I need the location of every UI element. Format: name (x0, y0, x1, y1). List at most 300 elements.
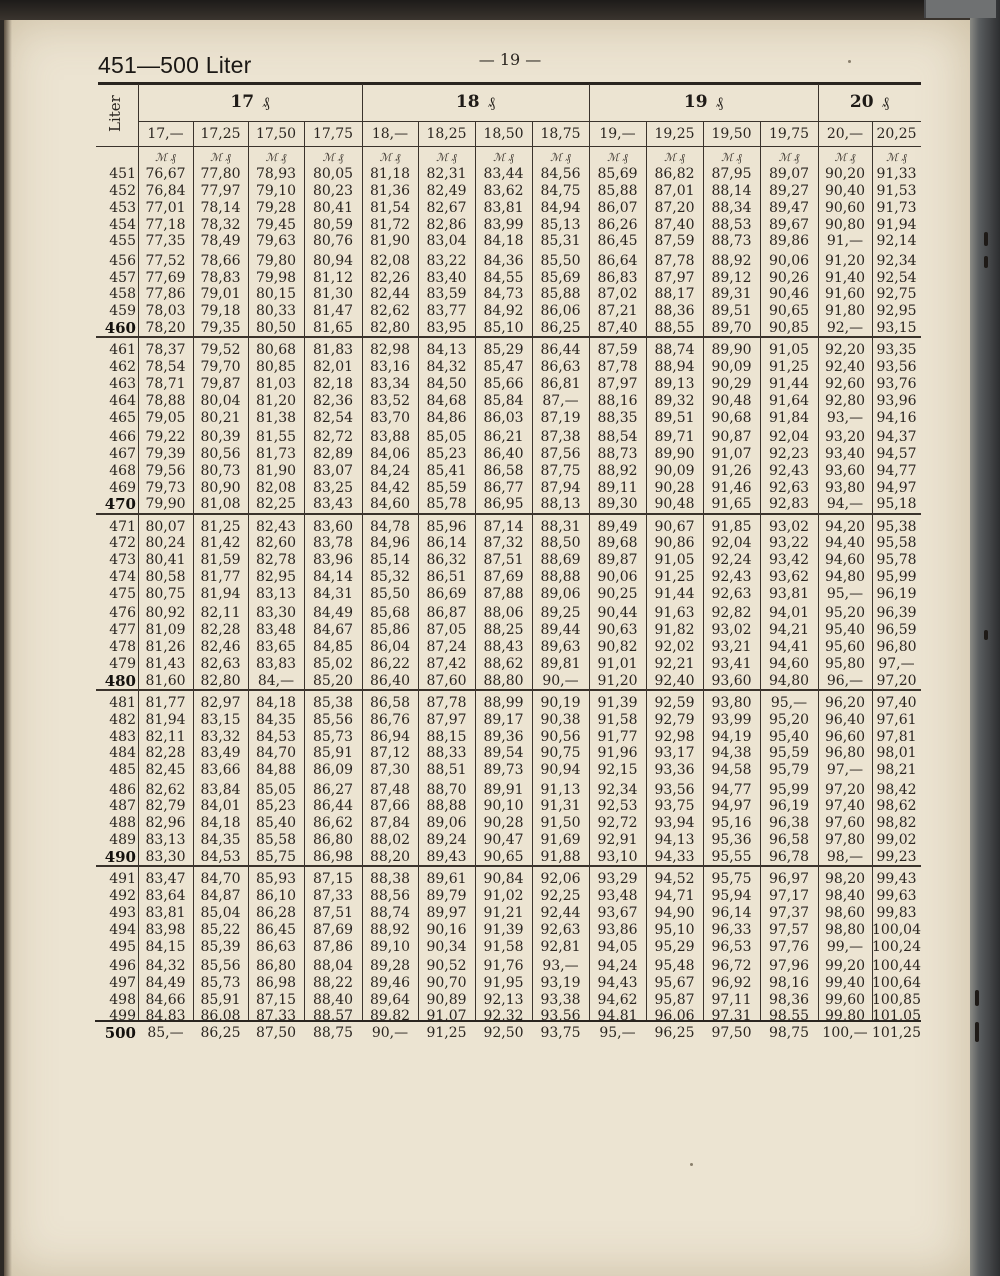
group-header (362, 92, 589, 112)
price-cell: 88,92 (369, 921, 411, 938)
price-cell: 87,59 (654, 233, 695, 250)
price-cell: 86,44 (540, 342, 581, 359)
price-cell: 83,32 (200, 728, 241, 745)
price-cell: 98,21 (876, 762, 917, 779)
price-cell: 87,32 (483, 535, 524, 552)
price-cell: 91,73 (876, 199, 917, 216)
price-cell: 88,94 (654, 359, 695, 376)
price-cell: 80,41 (312, 199, 354, 216)
price-cell: 91,46 (711, 479, 752, 496)
price-cell: 82,96 (145, 815, 186, 832)
liter-cell: 493 (109, 904, 136, 921)
price-cell: 78,88 (145, 392, 186, 409)
price-cell: 91,95 (483, 974, 524, 991)
price-cell: 76,67 (145, 166, 186, 182)
price-cell: 97,— (878, 655, 915, 672)
liter-cell: 460 (104, 319, 136, 338)
price-cell: 87,97 (597, 376, 638, 392)
price-cell: 85,22 (200, 921, 241, 938)
price-cell: 80,07 (145, 518, 186, 535)
price-cell: 94,60 (824, 552, 866, 569)
price-cell: 86,27 (312, 781, 354, 798)
price-cell: 84,49 (312, 605, 354, 622)
price-cell: 79,52 (200, 342, 241, 359)
price-cell: 88,56 (369, 888, 411, 905)
paper-speck (848, 60, 851, 63)
liter-cell: 476 (109, 605, 136, 622)
price-cell: 81,36 (369, 182, 411, 199)
block-divider (96, 513, 921, 515)
liter-cell: 488 (109, 815, 136, 832)
price-cell: 86,14 (426, 535, 467, 552)
price-cell: 92,80 (824, 392, 866, 409)
price-cell: 82,25 (255, 496, 297, 513)
price-cell: 79,90 (145, 496, 186, 513)
price-cell: 84,53 (255, 728, 297, 745)
price-cell: 90,65 (483, 848, 524, 865)
price-cell: 89,61 (426, 871, 467, 888)
price-cell: 95,78 (876, 552, 917, 569)
price-cell: 85,31 (540, 233, 581, 250)
column-divider (304, 122, 305, 1020)
price-cell: 93,60 (711, 672, 752, 689)
price-cell: 94,21 (768, 622, 810, 639)
price-cell: 81,25 (200, 518, 241, 535)
price-cell: 89,36 (483, 728, 524, 745)
liter-cell: 473 (109, 552, 136, 569)
price-cell: 99,63 (876, 888, 917, 905)
price-cell: 95,10 (654, 921, 695, 938)
price-cell: 93,19 (540, 974, 581, 991)
liter-cell: 496 (109, 957, 136, 974)
price-cell: 97,76 (768, 938, 810, 955)
price-cell: 96,97 (768, 871, 810, 888)
price-cell: 80,85 (255, 359, 297, 376)
liter-cell: 475 (109, 586, 136, 602)
price-cell: 81,12 (312, 269, 354, 286)
price-cell: 80,94 (312, 252, 354, 269)
price-cell: 96,19 (876, 586, 917, 602)
price-cell: 80,75 (145, 586, 186, 602)
price-cell: 99,40 (824, 974, 866, 991)
price-cell: 88,57 (312, 1008, 354, 1025)
price-cell: 98,36 (768, 991, 810, 1008)
price-cell: 87,66 (369, 798, 411, 815)
price-cell: 84,18 (255, 694, 297, 711)
price-cell: 81,59 (200, 552, 241, 569)
price-cell: 93,21 (711, 638, 752, 655)
liter-cell: 469 (109, 479, 136, 496)
price-cell: 88,43 (483, 638, 524, 655)
price-cell: 94,97 (876, 479, 917, 496)
liter-cell: 497 (109, 974, 136, 991)
price-cell: 89,87 (597, 552, 638, 569)
price-cell: 89,25 (540, 605, 581, 622)
price-cell: 89,64 (369, 991, 411, 1008)
price-cell: 94,20 (824, 518, 866, 535)
liter-cell: 451 (109, 166, 136, 182)
price-cell: 95,67 (654, 974, 695, 991)
price-cell: 81,47 (312, 303, 354, 320)
price-cell: 89,30 (597, 496, 638, 513)
price-cell: 92,43 (711, 569, 752, 586)
price-cell: 97,11 (711, 991, 752, 1008)
price-cell: 94,24 (597, 957, 638, 974)
price-cell: 83,78 (312, 535, 354, 552)
price-cell: 80,33 (255, 303, 297, 320)
price-cell: 92,98 (654, 728, 695, 745)
price-cell: 100,24 (872, 938, 921, 955)
price-cell: 92,63 (768, 479, 810, 496)
price-cell: 77,01 (145, 199, 186, 216)
price-cell: 93,41 (711, 655, 752, 672)
block-divider (96, 336, 921, 338)
price-cell: 96,59 (876, 622, 917, 639)
price-cell: 86,64 (597, 252, 638, 269)
price-cell: 92,81 (540, 938, 581, 955)
price-cell: 93,40 (824, 445, 866, 462)
price-cell: 90,46 (768, 286, 810, 303)
price-cell: 92,24 (711, 552, 752, 569)
price-cell: 94,01 (768, 605, 810, 622)
price-cell: 86,58 (369, 694, 411, 711)
price-cell: 91,94 (876, 216, 917, 233)
liter-cell: 479 (109, 655, 136, 672)
price-cell: 84,32 (145, 957, 186, 974)
price-cell: 83,44 (483, 166, 524, 182)
price-cell: 95,36 (711, 832, 752, 849)
price-cell: 87,97 (654, 269, 695, 286)
price-cell: 97,40 (824, 798, 866, 815)
price-cell: 92,40 (654, 672, 695, 689)
price-cell: 91,05 (768, 342, 810, 359)
price-cell: 98,60 (824, 904, 866, 921)
price-cell: 95,16 (711, 815, 752, 832)
price-cell: 94,97 (711, 798, 752, 815)
price-cell: 82,08 (369, 252, 411, 269)
price-cell: 83,52 (369, 392, 411, 409)
price-cell: 89,49 (597, 518, 638, 535)
price-cell: 86,45 (255, 921, 297, 938)
price-cell: 87,33 (312, 888, 354, 905)
price-cell: 94,41 (768, 638, 810, 655)
price-cell: 92,34 (597, 781, 638, 798)
price-cell: 83,34 (369, 376, 411, 392)
price-cell: 93,96 (876, 392, 917, 409)
price-cell: 89,13 (654, 376, 695, 392)
price-cell: 89,51 (711, 303, 752, 320)
price-cell: 85,93 (255, 871, 297, 888)
price-cell: 83,04 (426, 233, 467, 250)
price-cell: 84,35 (255, 711, 297, 728)
price-cell: 83,60 (312, 518, 354, 535)
unit-label: ℳ ₰ (834, 151, 856, 164)
price-cell: 87,69 (312, 921, 354, 938)
price-cell: 93,17 (654, 745, 695, 762)
liter-cell: 471 (109, 518, 136, 535)
price-cell: 83,48 (255, 622, 297, 639)
price-cell: 82,80 (369, 320, 411, 337)
column-header: 17,— (147, 126, 184, 142)
price-cell: 87,21 (597, 303, 638, 320)
price-cell: 79,05 (145, 409, 186, 426)
unit-label: ℳ ₰ (210, 151, 231, 164)
price-cell: 85,84 (483, 392, 524, 409)
column-header: 19,— (599, 126, 636, 142)
price-cell: 88,36 (654, 303, 695, 320)
price-cell: 99,— (826, 938, 864, 955)
price-cell: 83,65 (255, 638, 297, 655)
price-cell: 86,06 (540, 303, 581, 320)
price-cell: 90,67 (654, 518, 695, 535)
price-cell: 84,75 (540, 182, 581, 199)
liter-cell: 454 (109, 216, 136, 233)
group-header (818, 92, 921, 112)
price-cell: 94,43 (597, 974, 638, 991)
price-cell: 88,74 (369, 904, 411, 921)
liter-cell: 452 (109, 182, 136, 199)
header-rule (98, 82, 921, 85)
price-cell: 86,62 (312, 815, 354, 832)
price-cell: 87,40 (654, 216, 695, 233)
price-cell: 82,89 (312, 445, 354, 462)
price-cell: 84,96 (369, 535, 411, 552)
column-header: 17,75 (312, 126, 354, 142)
price-cell: 97,37 (768, 904, 810, 921)
price-cell: 79,87 (200, 376, 241, 392)
price-cell: 83,16 (369, 359, 411, 376)
price-cell: 98,40 (824, 888, 866, 905)
price-cell: 93,10 (597, 848, 638, 865)
price-cell: 81,94 (145, 711, 186, 728)
price-cell: 98,— (826, 848, 864, 865)
price-cell: 87,51 (312, 904, 354, 921)
price-cell: 85,75 (255, 848, 297, 865)
price-cell: 80,59 (312, 216, 354, 233)
price-cell: 88,31 (540, 518, 581, 535)
column-divider (646, 122, 647, 1020)
price-cell: 100,64 (872, 974, 921, 991)
price-cell: 81,60 (145, 672, 186, 689)
column-divider (872, 122, 873, 1020)
liter-cell: 489 (109, 832, 136, 849)
price-cell: 82,11 (145, 728, 186, 745)
price-cell: 83,84 (200, 781, 241, 798)
price-cell: 98,62 (876, 798, 917, 815)
price-cell: 92,20 (824, 342, 866, 359)
price-cell: 86,10 (255, 888, 297, 905)
price-cell: 86,80 (255, 957, 297, 974)
column-divider (138, 84, 139, 1020)
group-header-mark: 17 (230, 92, 255, 112)
price-cell: 81,90 (369, 233, 411, 250)
price-cell: 79,10 (255, 182, 297, 199)
price-cell: 88,55 (654, 320, 695, 337)
price-cell: 86,80 (312, 832, 354, 849)
price-cell: 91,20 (597, 672, 638, 689)
price-cell: 77,80 (200, 166, 241, 182)
price-cell: 81,42 (200, 535, 241, 552)
price-cell: 94,77 (711, 781, 752, 798)
price-cell: 88,04 (312, 957, 354, 974)
price-cell: 86,22 (369, 655, 411, 672)
price-cell: 92,— (826, 320, 864, 337)
price-cell: 88,62 (483, 655, 524, 672)
price-cell: 87,56 (540, 445, 581, 462)
price-cell: 98,42 (876, 781, 917, 798)
price-cell: 96,40 (824, 711, 866, 728)
price-cell: 94,33 (654, 848, 695, 865)
price-cell: 98,20 (824, 871, 866, 888)
price-cell: 83,07 (312, 462, 354, 479)
price-cell: 89,54 (483, 745, 524, 762)
price-cell: 90,— (371, 1025, 409, 1042)
price-cell: 82,11 (200, 605, 241, 622)
price-cell: 89,81 (540, 655, 581, 672)
price-cell: 92,15 (597, 762, 638, 779)
price-cell: 80,04 (200, 392, 241, 409)
price-cell: 87,38 (540, 428, 581, 445)
price-cell: 92,02 (654, 638, 695, 655)
price-cell: 90,28 (654, 479, 695, 496)
price-cell: 94,60 (768, 655, 810, 672)
price-cell: 81,26 (145, 638, 186, 655)
price-cell: 87,60 (426, 672, 467, 689)
price-cell: 91,39 (483, 921, 524, 938)
price-cell: 92,21 (654, 655, 695, 672)
price-cell: 90,09 (711, 359, 752, 376)
price-cell: 87,78 (654, 252, 695, 269)
liter-cell: 481 (109, 694, 136, 711)
price-cell: 92,91 (597, 832, 638, 849)
price-cell: 89,32 (654, 392, 695, 409)
price-cell: 88,53 (711, 216, 752, 233)
price-cell: 89,71 (654, 428, 695, 445)
price-cell: 83,22 (426, 252, 467, 269)
price-cell: 88,02 (369, 832, 411, 849)
price-cell: 87,94 (540, 479, 581, 496)
price-cell: 82,62 (369, 303, 411, 320)
price-cell: 92,25 (540, 888, 581, 905)
unit-label: ℳ ₰ (721, 151, 742, 164)
price-cell: 86,82 (654, 166, 695, 182)
page-title: 451—500 Liter (98, 52, 252, 78)
price-cell: 82,45 (145, 762, 186, 779)
price-cell: 92,59 (654, 694, 695, 711)
price-cell: 90,65 (768, 303, 810, 320)
price-cell: 93,80 (824, 479, 866, 496)
price-cell: 100,04 (872, 921, 921, 938)
price-cell: 92,75 (876, 286, 917, 303)
price-cell: 79,63 (255, 233, 297, 250)
price-cell: 77,18 (145, 216, 186, 233)
price-cell: 90,68 (711, 409, 752, 426)
price-cell: 91,64 (768, 392, 810, 409)
price-cell: 86,51 (426, 569, 467, 586)
price-cell: 83,88 (369, 428, 411, 445)
price-cell: 91,82 (654, 622, 695, 639)
liter-cell: 487 (109, 798, 136, 815)
page-mark (984, 232, 988, 246)
liter-cell: 462 (109, 359, 136, 376)
liter-cell: 500 (104, 1024, 136, 1043)
price-cell: 85,50 (540, 252, 581, 269)
price-cell: 85,— (147, 1025, 184, 1042)
column-header: 19,25 (654, 126, 695, 142)
price-cell: 93,80 (711, 694, 752, 711)
price-cell: 83,66 (200, 762, 241, 779)
price-cell: 101,25 (872, 1025, 921, 1042)
price-cell: 87,24 (426, 638, 467, 655)
price-cell: 90,10 (483, 798, 524, 815)
liter-cell: 477 (109, 622, 136, 639)
price-cell: 88,15 (426, 728, 467, 745)
price-cell: 84,50 (426, 376, 467, 392)
price-cell: 97,20 (876, 672, 917, 689)
liter-cell: 474 (109, 569, 136, 586)
price-cell: 83,96 (312, 552, 354, 569)
price-cell: 91,20 (824, 252, 866, 269)
price-cell: 90,28 (483, 815, 524, 832)
price-cell: 89,70 (711, 320, 752, 337)
price-cell: 97,60 (824, 815, 866, 832)
price-cell: 91,84 (768, 409, 810, 426)
liter-cell: 482 (109, 711, 136, 728)
price-cell: 96,72 (711, 957, 752, 974)
price-cell: 90,63 (597, 622, 638, 639)
price-cell: 97,31 (711, 1008, 752, 1025)
price-cell: 85,73 (312, 728, 354, 745)
price-cell: 85,23 (255, 798, 297, 815)
liter-axis-label: Liter (106, 95, 124, 132)
price-cell: 86,98 (255, 974, 297, 991)
price-cell: 90,82 (597, 638, 638, 655)
price-cell: 88,51 (426, 762, 467, 779)
price-cell: 94,90 (654, 904, 695, 921)
price-cell: 92,63 (540, 921, 581, 938)
price-cell: 81,08 (200, 496, 241, 513)
liter-cell: 498 (109, 991, 136, 1008)
price-cell: 78,66 (200, 252, 241, 269)
price-cell: 88,75 (312, 1025, 354, 1042)
price-cell: 84,78 (369, 518, 411, 535)
price-cell: 78,83 (200, 269, 241, 286)
price-cell: 87,95 (711, 166, 752, 182)
pfennig-symbol: ₰ (881, 93, 890, 111)
price-cell: 87,— (542, 392, 579, 409)
price-cell: 90,94 (540, 762, 581, 779)
price-cell: 82,98 (369, 342, 411, 359)
price-cell: 94,19 (711, 728, 752, 745)
price-cell: 99,83 (876, 904, 917, 921)
price-cell: 85,13 (540, 216, 581, 233)
price-cell: 80,21 (200, 409, 241, 426)
price-cell: 85,91 (312, 745, 354, 762)
pfennig-symbol: ₰ (487, 93, 496, 111)
price-cell: 83,98 (145, 921, 186, 938)
liter-cell: 470 (104, 495, 136, 514)
price-cell: 87,05 (426, 622, 467, 639)
page-mark (984, 256, 988, 268)
price-cell: 84,01 (200, 798, 241, 815)
price-cell: 91,13 (540, 781, 581, 798)
price-cell: 77,97 (200, 182, 241, 199)
column-header: 18,25 (426, 126, 467, 142)
liter-cell: 478 (109, 638, 136, 655)
price-cell: 81,43 (145, 655, 186, 672)
price-cell: 84,13 (426, 342, 467, 359)
price-cell: 92,23 (768, 445, 810, 462)
